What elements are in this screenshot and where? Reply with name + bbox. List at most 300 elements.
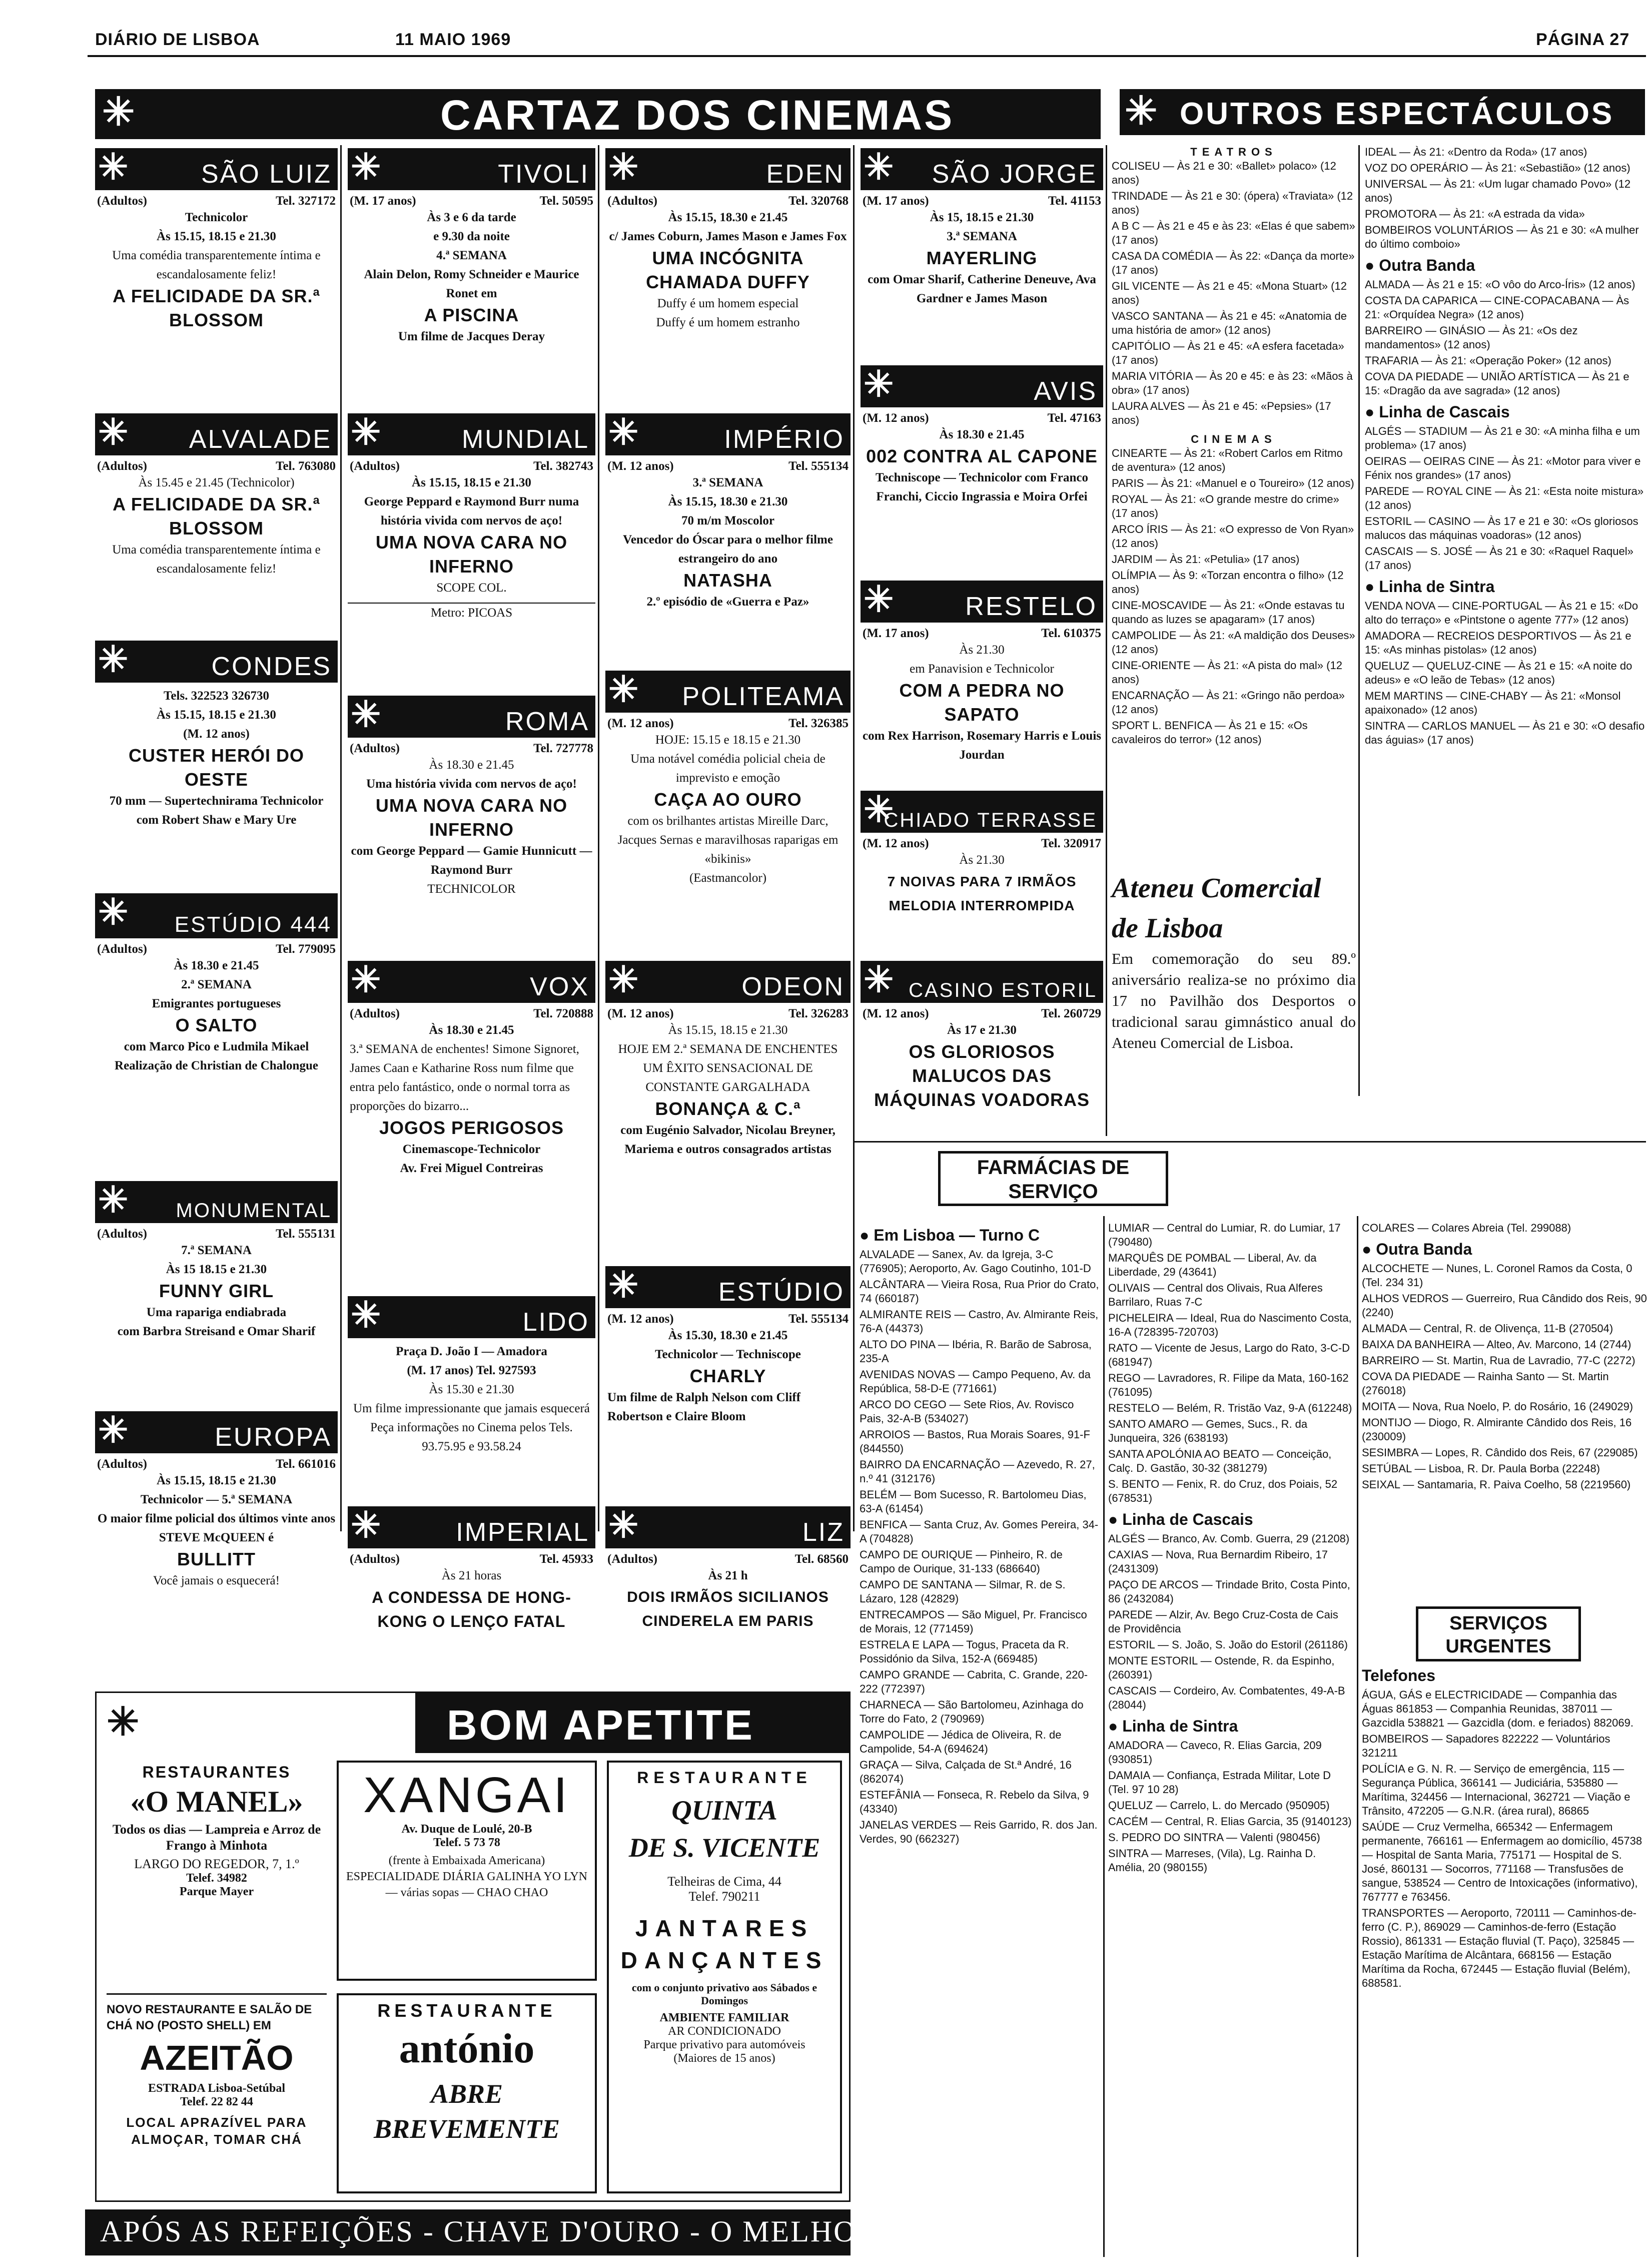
pharmacy-listing: REGO — Lavradores, R. Filipe da Mata, 160-162 (761095)	[1108, 1372, 1349, 1398]
cinema-alvalade	[95, 413, 338, 624]
section-heading: ● Linha de Cascais	[1108, 1510, 1253, 1528]
star-icon: ✳	[351, 412, 381, 452]
info-line: Às 15.15, 18.15 e 21.30	[157, 1474, 276, 1487]
info-line: Às 17 e 21.30	[947, 1023, 1017, 1037]
column-rule	[1358, 145, 1360, 1096]
cinema-mundial	[348, 413, 595, 679]
cinema-name: EDEN	[766, 160, 845, 189]
cinema-header	[605, 1506, 851, 1548]
star-icon: ✳	[864, 790, 894, 830]
info-line: Às 15.15, 18.15 e 21.30	[668, 1023, 788, 1037]
cinema-header	[861, 581, 1103, 623]
pharmacy-listing: MONTIJO — Diogo, R. Almirante Cândido dos Reis, 16 (230009)	[1362, 1416, 1632, 1443]
cinema-listing: JARDIM — Às 21: «Petulia» (17 anos)	[1112, 553, 1300, 565]
cinema-header	[861, 961, 1103, 1003]
star-icon: ✳	[864, 147, 894, 187]
cinema-name: ROMA	[505, 707, 589, 736]
info-line: Às 15.45 e 21.45 (Technicolor)	[138, 476, 295, 489]
pharmacy-listing: ALMIRANTE REIS — Castro, Av. Almirante Reis, 76-A (44373)	[860, 1308, 1099, 1335]
star-icon: ✳	[864, 960, 894, 1000]
column-rule	[340, 145, 342, 1531]
pharmacy-listing: ALGÉS — Branco, Av. Comb. Guerra, 29 (21208)	[1108, 1532, 1350, 1545]
cascais-listing: OEIRAS — OEIRAS CINE — Às 21: «Motor para viver e Fénix nos grandes» (17 anos)	[1365, 455, 1641, 481]
info-line: Uma rapariga endiabrada	[146, 1306, 287, 1319]
film-title: COM A PEDRA NO SAPATO	[899, 680, 1065, 725]
cinema-name: LIZ	[802, 1518, 845, 1547]
pharmacy-listing: SANTO AMARO — Gemes, Sucs., R. da Junqueira, 326 (638193)	[1108, 1418, 1308, 1444]
teatro-listing: TRINDADE — Às 21 e 30: (ópera) «Traviata» (12 anos)	[1112, 190, 1353, 216]
phone: Tel. 555134	[788, 1312, 849, 1326]
film-title: O SALTO	[175, 1015, 258, 1035]
servicos-title-box	[1416, 1606, 1581, 1661]
pharmacy-listing: SESIMBRA — Lopes, R. Cândido dos Reis, 67 (229085)	[1362, 1446, 1638, 1459]
cinema-listing: PARIS — Às 21: «Manuel e o Toureiro» (12 anos)	[1112, 477, 1354, 489]
cinema-sao-jorge	[861, 148, 1103, 353]
sintra-list	[1365, 599, 1645, 747]
restaurant-address: Av. Duque de Loulé, 20-B	[401, 1823, 532, 1836]
teatro-listing: CAPITÓLIO — Às 21 e 45: «A esfera facetada» (17 anos)	[1112, 340, 1344, 366]
restaurant-name: AZEITÃO	[140, 2038, 294, 2077]
cinema-imperial	[348, 1506, 595, 1671]
info-line: em Panavision e Technicolor	[910, 662, 1054, 676]
pharmacy-listing: CAMPO DE SANTANA — Silmar, R. de S. Lázaro, 128 (42829)	[860, 1578, 1066, 1605]
film-title: NATASHA	[683, 570, 772, 591]
outra-banda-listing: BARREIRO — GINÁSIO — Às 21: «Os dez mandamentos» (12 anos)	[1365, 324, 1578, 351]
info-line: Você jamais o esquecerá!	[153, 1574, 280, 1587]
cinema-listing: CAMPOLIDE — Às 21: «A maldição dos Deuses» (12 anos)	[1112, 629, 1355, 656]
cinema-name: MONUMENTAL	[176, 1200, 332, 1222]
pharmacy-listing: ESTEFÂNIA — Fonseca, R. Rebelo da Silva, 9 (43340)	[860, 1789, 1089, 1815]
cascais-listing: ALGÉS — STADIUM — Às 21 e 30: «A minha filha e um problema» (17 anos)	[1365, 425, 1640, 451]
film-title: CAÇA AO OURO	[654, 789, 802, 810]
cinema-header	[95, 148, 338, 190]
restaurant-slogan: LOCAL APRAZÍVEL PARA ALMOÇAR, TOMAR CHÁ	[126, 2115, 307, 2147]
star-icon: ✳	[608, 960, 639, 1000]
info-line: 2.ª SEMANA	[181, 978, 252, 991]
film-title: UMA NOVA CARA NO INFERNO	[375, 532, 568, 577]
info-line: Vencedor do Óscar para o melhor filme estrangeiro do ano	[623, 533, 833, 565]
pharmacy-listing: ESTORIL — S. João, S. João do Estoril (261186)	[1108, 1638, 1348, 1651]
section-heading: ● Em Lisboa — Turno C	[860, 1226, 1040, 1244]
cinema-header	[95, 1181, 338, 1223]
pharmacy-listing: ALCOCHETE — Nunes, L. Coronel Ramos da Costa, 0 (Tel. 234 31)	[1362, 1262, 1632, 1289]
cinema-odeon	[605, 961, 851, 1241]
column-rule	[598, 145, 599, 1531]
rating: (Adultos)	[350, 742, 400, 755]
outra-banda-listing: TRAFARIA — Às 21: «Operação Poker» (12 anos)	[1365, 354, 1611, 367]
info-line: Às 3 e 6 da tarde	[427, 211, 516, 224]
newspaper-name: DIÁRIO DE LISBOA	[95, 30, 260, 49]
rating: (Adultos)	[97, 1227, 148, 1241]
cinema-header	[348, 961, 595, 1003]
heading-text: Linha de Cascais	[1379, 403, 1510, 421]
cinema-header	[348, 413, 595, 455]
metro-line: Metro: PICOAS	[348, 603, 595, 623]
pharmacy-listing: AMADORA — Caveco, R. Elias Garcia, 209 (930851)	[1108, 1739, 1322, 1766]
cinema-name: CONDES	[211, 652, 332, 681]
star-icon: ✳	[98, 412, 129, 452]
star-icon: ✳	[98, 1410, 129, 1450]
rating: (Adultos)	[97, 1457, 148, 1471]
restaurant-text: ABRE	[430, 2079, 503, 2109]
info-line: Alain Delon, Romy Schneider e Maurice Ronet em	[364, 268, 579, 300]
restaurant-head: RESTAURANTE	[637, 1769, 812, 1787]
teatro-listing: IDEAL — Às 21: «Dentro da Roda» (17 anos)	[1365, 146, 1587, 158]
info-line: 4.ª SEMANA	[436, 249, 507, 262]
info-line: HOJE: 15.15 e 18.15 e 21.30	[655, 733, 801, 747]
pharmacy-listing: CASCAIS — Cordeiro, Av. Combatentes, 49-A-B (28044)	[1108, 1684, 1345, 1711]
info-line: 3.ª SEMANA de enchentes! Simone Signoret, James Caan e Katharine Ross num filme que entra pelo fantástico, onde o normal torra as proporções do bizarro...	[350, 1042, 579, 1113]
cinema-header	[348, 1506, 595, 1548]
info-line: Um filme impressionante que jamais esquecerá	[353, 1402, 590, 1415]
info-line: Uma notável comédia policial cheia de imprevisto e emoção	[630, 752, 825, 785]
cinema-name: IMPERIAL	[456, 1518, 589, 1547]
info-line: 7.ª SEMANA	[181, 1244, 252, 1257]
info-line: Uma história vivida com nervos de aço!	[366, 777, 577, 791]
restaurant-quinta	[607, 1761, 842, 2193]
info-line: O maior filme policial dos últimos vinte anos	[97, 1512, 336, 1525]
star-icon: ✳	[351, 960, 381, 1000]
bom-apetite	[95, 1691, 851, 2202]
cinema-name: ODEON	[741, 972, 845, 1001]
cinema-tivoli	[348, 148, 595, 388]
pharmacy-listing: ALTO DO PINA — Ibéria, R. Barão de Sabrosa, 235-A	[860, 1338, 1092, 1365]
chave-douro-banner	[85, 2209, 970, 2255]
pharmacy-listing: S. BENTO — Fenix, R. do Cruz, dos Poiais, 52 (678531)	[1108, 1478, 1338, 1504]
cinema-header	[605, 1266, 851, 1308]
info-line: Às 18.30 e 21.45	[429, 1023, 514, 1037]
restaurant-address: ESTRADA Lisboa-Setúbal	[148, 2082, 286, 2095]
cinema-listing: CINE-ORIENTE — Às 21: «A pista do mal» (12 anos)	[1112, 659, 1342, 686]
restaurant-o-manel	[107, 1763, 327, 1973]
rating: (M. 17 anos)	[350, 194, 416, 208]
farm-banda-list	[1362, 1262, 1647, 1492]
phone: Tel. 382743	[533, 459, 593, 473]
film-title: BONANÇA & C.ª	[655, 1098, 801, 1119]
rating: (M. 12 anos)	[607, 459, 674, 473]
info-line: Technicolor	[185, 211, 248, 224]
restaurant-text: (Maiores de 15 anos)	[673, 2052, 775, 2065]
phone: Tel. 260729	[1041, 1007, 1101, 1020]
info-line: Uma comédia transparentemente íntima e escandalosamente feliz!	[112, 249, 321, 281]
heading-text: Outra Banda	[1379, 256, 1475, 274]
column-rule	[1357, 1216, 1358, 2257]
heading-text: Linha de Sintra	[1379, 578, 1495, 596]
pharmacy-listing: GRAÇA — Silva, Calçada de St.ª André, 16 (862074)	[860, 1759, 1072, 1785]
pharmacy-listing: AVENIDAS NOVAS — Campo Pequeno, Av. da República, 58-D-E (771661)	[860, 1368, 1091, 1395]
cinema-liz	[605, 1506, 851, 1671]
rating: (Adultos)	[607, 194, 658, 208]
cinema-chiado-terrasse	[861, 791, 1103, 956]
film-title: CHARLY	[689, 1366, 766, 1386]
rating: (M. 12 anos)	[183, 727, 250, 741]
restaurant-text: (frente à Embaixada Americana) ESPECIALIDADE DIÁRIA GALINHA YO LYN — várias sopas — CHAO CHAO	[346, 1854, 587, 1899]
sintra-listing: MEM MARTINS — CINE-CHABY — Às 21: «Monsol apaixonado» (12 anos)	[1365, 690, 1621, 716]
cinema-imperio	[605, 413, 851, 664]
star-icon: ✳	[102, 90, 135, 134]
cinema-roma	[348, 696, 595, 946]
outros-banner	[1120, 89, 1645, 135]
pharmacy-listing: CAMPO DE OURIQUE — Pinheiro, R. de Campo de Ourique, 31-133 (686640)	[860, 1548, 1063, 1575]
heading-text: Outra Banda	[1376, 1240, 1472, 1258]
service-listing: ÁGUA, GÁS e ELECTRICIDADE — Companhia das Águas 861853 — Companhia Reunidas, 387011 — Gazcidla 538821 — Gazcidla (dom. e feriados) 882069.	[1362, 1688, 1633, 1729]
heading-text: Linha de Sintra	[1122, 1717, 1238, 1735]
cinema-header	[861, 365, 1103, 407]
info-line: com Omar Sharif, Catherine Deneuve, Ava Gardner e James Mason	[868, 273, 1096, 305]
service-listing: BOMBEIROS — Sapadores 822222 — Voluntários 321211	[1362, 1733, 1610, 1759]
film-title: FUNNY GIRL	[159, 1281, 274, 1301]
pharmacy-listing: LUMIAR — Central do Lumiar, R. do Lumiar, 17 (790480)	[1108, 1222, 1341, 1248]
info-line: Duffy é um homem estranho	[656, 316, 800, 329]
farmacias-title: FARMÁCIAS DE SERVIÇO	[977, 1157, 1130, 1203]
column-rule	[1103, 1216, 1105, 2257]
restaurant-address: Telheiras de Cima, 44	[667, 1874, 781, 1889]
info-line: Um filme de Jacques Deray	[398, 330, 545, 343]
restaurant-name: XANGAI	[363, 1767, 570, 1823]
cinema-monumental	[95, 1181, 338, 1396]
star-icon: ✳	[608, 147, 639, 187]
servicos-list	[1362, 1688, 1647, 1990]
cinema-name: LIDO	[522, 1308, 589, 1337]
cinema-listing: OLÍMPIA — Às 9: «Torzan encontra o filho» (12 anos)	[1112, 569, 1344, 596]
phone: Tels. 322523 326730	[164, 689, 269, 703]
cinema-name: IMPÉRIO	[724, 425, 845, 454]
info-line: com os brilhantes artistas Mireille Darc, Jacques Sernas e maravilhosas raparigas em «bikinis»	[617, 814, 839, 866]
section-heading: ● Linha de Cascais	[1365, 403, 1510, 421]
info-line: Às 15.15, 18.15 e 21.30	[412, 476, 531, 489]
cinema-lido	[348, 1296, 595, 1496]
phone: Tel. 555131	[276, 1227, 336, 1241]
info-line: Cinemascope-Technicolor	[402, 1143, 541, 1156]
cascais-list	[1365, 424, 1645, 573]
section-heading: ● Linha de Sintra	[1365, 578, 1495, 596]
bom-apetite-banner	[97, 1693, 849, 1753]
rating: (Adultos)	[607, 1552, 658, 1566]
info-line: Às 18.30 e 21.45	[939, 428, 1025, 441]
ateneu-notice	[1112, 868, 1356, 1128]
film-title: A PISCINA	[424, 305, 519, 325]
pharmacy-listing: BELÉM — Bom Sucesso, R. Bartolomeu Dias, 63-A (61454)	[860, 1488, 1087, 1515]
pharmacy-listing: BAIXA DA BANHEIRA — Alteo, Av. Marcono, 14 (2744)	[1362, 1338, 1631, 1351]
service-listing: SAÚDE — Cruz Vermelha, 665342 — Enfermagem permanente, 766161 — Enfermagem ao domicílio, 45738 — Hospital de Santa Maria, 775171 — Hospital de S. José, 860131 — Socorros, 771168 — Transfusões de sangue, 538524 — Centro de Intoxicações (informativo), 767777 e 763456.	[1362, 1821, 1642, 1903]
pharmacy-listing: OLIVAIS — Central dos Olivais, Rua Alferes Barrilaro, Ruas 7-C	[1108, 1282, 1323, 1308]
cinema-name: ESTÚDIO 444	[174, 912, 332, 937]
teatro-listing: VOZ DO OPERÁRIO — Às 21: «Sebastião» (12 anos)	[1365, 162, 1630, 174]
cinema-restelo	[861, 581, 1103, 781]
star-icon: ✳	[608, 670, 639, 710]
pharmacy-listing: DAMAIA — Confiança, Estrada Militar, Lote D (Tel. 97 10 28)	[1108, 1769, 1331, 1796]
film-title: UMA NOVA CARA NO INFERNO	[375, 795, 568, 840]
info-line: Uma comédia transparentemente íntima e escandalosamente feliz!	[112, 543, 321, 576]
header-rule	[88, 55, 1646, 57]
cinema-casino-estoril	[861, 961, 1103, 1126]
phone: (M. 17 anos) Tel. 927593	[407, 1364, 536, 1377]
phone: Tel. 320768	[788, 194, 849, 208]
star-icon: ✳	[98, 147, 129, 187]
info-line: 70 mm — Supertechnirama Technicolor	[109, 794, 324, 808]
sintra-listing: VENDA NOVA — CINE-PORTUGAL — Às 21 e 15: «Do alto do terraço» e «Pintstone o agente 777» (12 anos)	[1365, 600, 1638, 626]
servicos-urgentes	[1362, 1666, 1647, 2257]
phone: Tel. 45933	[539, 1552, 593, 1566]
teatro-listing: MARIA VITÓRIA — Às 20 e 45: e às 23: «Mãos à obra» (17 anos)	[1112, 370, 1353, 396]
bom-apetite-title: BOM APETITE	[447, 1702, 754, 1749]
service-listing: POLÍCIA e G. N. R. — Serviço de emergência, 115 — Segurança Pública, 366141 — Judiciária, 535880 — Marítima, 324456 — Internacional, 362721 — Viação e Trânsito, 472205 — G.N.R. (área rural), 86865	[1362, 1763, 1630, 1817]
cinema-name: POLITEAMA	[682, 682, 845, 711]
teatro-listing: GIL VICENTE — Às 21 e 45: «Mona Stuart» (12 anos)	[1112, 280, 1347, 306]
heading-text: Em Lisboa — Turno C	[874, 1226, 1040, 1244]
restaurant-phone: Telef. 790211	[688, 1889, 760, 1904]
rating: (M. 12 anos)	[607, 717, 674, 730]
info-line: Às 21.30	[959, 643, 1005, 657]
pharmacy-listing: ENTRECAMPOS — São Miguel, Pr. Francisco de Morais, 12 (771459)	[860, 1608, 1087, 1635]
cascais-listing: PAREDE — ROYAL CINE — Às 21: «Esta noite mistura» (12 anos)	[1365, 485, 1644, 511]
section-rule	[853, 1141, 1646, 1143]
film-title: A FELICIDADE DA SR.ª BLOSSOM	[113, 286, 320, 330]
pharmacy-listing: ARCO DO CEGO — Sete Rios, Av. Rovisco Pais, 32-A-B (534027)	[860, 1398, 1074, 1425]
page-number: PÁGINA 27	[1536, 30, 1630, 49]
film-title: UMA INCÓGNITA CHAMADA DUFFY	[646, 248, 810, 292]
outra-banda-list	[1365, 278, 1645, 398]
info-line: TECHNICOLOR	[427, 882, 516, 896]
restaurant-text: BREVEMENTE	[373, 2114, 560, 2144]
info-line: Às 18.30 e 21.45	[429, 758, 514, 772]
star-icon: ✳	[351, 1295, 381, 1335]
restaurant-head: NOVO RESTAURANTE E SALÃO DE CHÁ NO (POSTO SHELL) EM	[107, 2003, 312, 2032]
info-line: Às 21 h	[708, 1569, 748, 1582]
rating: (Adultos)	[97, 194, 148, 208]
cinema-header	[348, 1296, 595, 1338]
pharmacy-listing: ALVALADE — Sanex, Av. da Igreja, 3-C (776905); Aeroporto, Av. Gago Coutinho, 101-D	[860, 1248, 1091, 1275]
cinema-name: SÃO LUIZ	[201, 160, 332, 189]
outros-title: OUTROS ESPECTÁCULOS	[1180, 97, 1614, 131]
pharmacy-listing: PICHELEIRA — Ideal, Rua do Nascimento Costa, 16-A (728395-720703)	[1108, 1312, 1352, 1338]
info-line: Às 15.15, 18.30 e 21.30	[668, 495, 788, 508]
info-line: Às 15.15, 18.15 e 21.30	[157, 708, 276, 722]
star-icon: ✳	[608, 1265, 639, 1305]
pharmacy-listing: CAMPO GRANDE — Cabrita, C. Grande, 220-222 (772397)	[860, 1668, 1088, 1695]
cinema-name: VOX	[530, 972, 589, 1001]
cinema-header	[861, 791, 1103, 833]
phone: Tel. 326283	[788, 1007, 849, 1020]
banner-white-area	[97, 1693, 417, 1753]
column-rule	[853, 145, 855, 1531]
star-icon: ✳	[864, 364, 894, 404]
outros-col-b	[1365, 145, 1645, 1096]
pharmacy-listing: PAÇO DE ARCOS — Trindade Brito, Costa Pinto, 86 (2432084)	[1108, 1578, 1350, 1605]
phone: Tel. 320917	[1041, 837, 1101, 850]
phone: Tel. 68560	[794, 1552, 849, 1566]
pharmacy-listing: RESTELO — Belém, R. Tristão Vaz, 9-A (612248)	[1108, 1402, 1352, 1414]
cinema-header	[605, 148, 851, 190]
info-line: Realização de Christian de Chalongue	[115, 1059, 318, 1072]
cinema-name: TIVOLI	[498, 160, 589, 189]
phone: Tel. 727778	[533, 742, 593, 755]
cinema-name: MUNDIAL	[461, 425, 589, 454]
film-title: 7 NOIVAS PARA 7 IRMÃOS MELODIA INTERROMPIDA	[887, 874, 1077, 913]
info-line: 3.ª SEMANA	[692, 476, 763, 489]
teatro-listing: VASCO SANTANA — Às 21 e 45: «Anatomia de uma história de amor» (12 anos)	[1112, 310, 1347, 336]
restaurant-head: RESTAURANTES	[142, 1763, 291, 1781]
pharmacy-listing: ALMADA — Central, R. de Olivença, 11-B (270504)	[1362, 1322, 1613, 1335]
cinema-header	[348, 148, 595, 190]
star-icon: ✳	[608, 412, 639, 452]
film-title: A FELICIDADE DA SR.ª BLOSSOM	[113, 494, 320, 538]
notice-title: Ateneu Comercial	[1112, 873, 1321, 904]
info-line: Technicolor — Techniscope	[655, 1348, 801, 1361]
cinema-header	[95, 641, 338, 683]
pharmacy-listing: CAMPOLIDE — Jédica de Oliveira, R. de Campolide, 54-A (694624)	[860, 1729, 1062, 1755]
farmacias-col2	[1108, 1221, 1353, 2257]
restaurant-text: Parque privativo para automóveis	[643, 2038, 805, 2051]
pharmacy-listing: BAIRRO DA ENCARNAÇÃO — Azevedo, R. 27, n.º 41 (312176)	[860, 1458, 1095, 1485]
pharmacy-listing: ESTRELA E LAPA — Togus, Praceta da R. Possidónio da Silva, 152-A (669485)	[860, 1638, 1069, 1665]
restaurant-text: com o conjunto privativo aos Sábados e Domingos	[631, 1981, 817, 2007]
restaurant-phone: Telef. 34982	[186, 1872, 247, 1885]
farmacias-lisboa	[860, 1221, 1100, 2257]
restaurant-phone: Telef. 22 82 44	[180, 2095, 253, 2108]
rating: (Adultos)	[350, 1007, 400, 1020]
teatro-listing: UNIVERSAL — Às 21: «Um lugar chamado Povo» (12 anos)	[1365, 178, 1631, 204]
restaurant-address: LARGO DO REGEDOR, 7, 1.º	[134, 1857, 299, 1871]
cinema-header	[95, 413, 338, 455]
cascais-listing: CASCAIS — S. JOSÉ — Às 21 e 30: «Raquel Raquel» (17 anos)	[1365, 545, 1633, 572]
film-title: CUSTER HERÓI DO OESTE	[128, 745, 305, 790]
info-line: 3.ª SEMANA	[947, 230, 1017, 243]
cinema-header	[861, 148, 1103, 190]
section-heading: ● Linha de Sintra	[1108, 1717, 1238, 1735]
phone: Tel. 50595	[539, 194, 593, 208]
info-line: Um filme de Ralph Nelson com Cliff Robertson e Claire Bloom	[607, 1391, 801, 1423]
cinema-sao-luiz	[95, 148, 338, 393]
section-heading: ● Outra Banda	[1365, 256, 1475, 274]
film-title: 002 CONTRA AL CAPONE	[866, 446, 1098, 466]
teatro-listing: CASA DA COMÉDIA — Às 22: «Dança da morte» (17 anos)	[1112, 250, 1355, 276]
cartaz-banner	[95, 89, 1101, 139]
star-icon: ✳	[98, 1180, 129, 1220]
cinema-name: EUROPA	[215, 1423, 332, 1452]
pharmacy-listing: SEIXAL — Santamaria, R. Paiva Coelho, 58 (2219560)	[1362, 1478, 1631, 1491]
phone: Tel. 47163	[1047, 411, 1101, 425]
star-icon: ✳	[351, 695, 381, 735]
cinema-header	[605, 413, 851, 455]
cinema-vox	[348, 961, 595, 1256]
star-icon: ✳	[351, 147, 381, 187]
cinema-header	[348, 696, 595, 738]
cinema-estudio-444	[95, 893, 338, 1164]
pharmacy-listing: ALHOS VEDROS — Guerreiro, Rua Cândido dos Reis, 90 (2240)	[1362, 1292, 1647, 1319]
info-line: Av. Frei Miguel Contreiras	[400, 1162, 543, 1175]
cinema-listing: ENCARNAÇÃO — Às 21: «Gringo não perdoa» (12 anos)	[1112, 689, 1345, 716]
section-heading: CINEMAS	[1191, 433, 1277, 445]
sintra-listing: AMADORA — RECREIOS DESPORTIVOS — Às 21 e 15: «As minhas pistolas» (12 anos)	[1365, 630, 1631, 656]
phone: Tel. 326385	[788, 717, 849, 730]
info-line: Às 15, 18.15 e 21.30	[930, 211, 1034, 224]
address: Praça D. João I — Amadora	[396, 1345, 547, 1358]
pharmacy-listing: CAXIAS — Nova, Rua Bernardim Ribeiro, 17 (2431309)	[1108, 1548, 1328, 1575]
phone: Tel. 779095	[276, 942, 336, 956]
teatro-listing: PROMOTORA — Às 21: «A estrada da vida»	[1365, 208, 1585, 220]
restaurant-name: QUINTA	[671, 1795, 777, 1826]
info-line: Às 15 18.15 e 21.30	[166, 1263, 267, 1276]
rating: (M. 17 anos)	[863, 627, 929, 640]
pharmacy-listing: CHARNECA — São Bartolomeu, Azinhaga do Torre do Fato, 2 (790969)	[860, 1698, 1084, 1725]
star-icon: ✳	[351, 1505, 381, 1545]
cinema-name: AVIS	[1034, 377, 1097, 406]
info-line: 70 m/m Moscolor	[681, 514, 775, 527]
cinema-name: ESTÚDIO	[718, 1278, 845, 1307]
cascais-listing: ESTORIL — CASINO — Às 17 e 21 e 30: «Os gloriosos malucos das máquinas voadoras» (12 anos)	[1365, 515, 1638, 541]
rating: (Adultos)	[97, 942, 148, 956]
